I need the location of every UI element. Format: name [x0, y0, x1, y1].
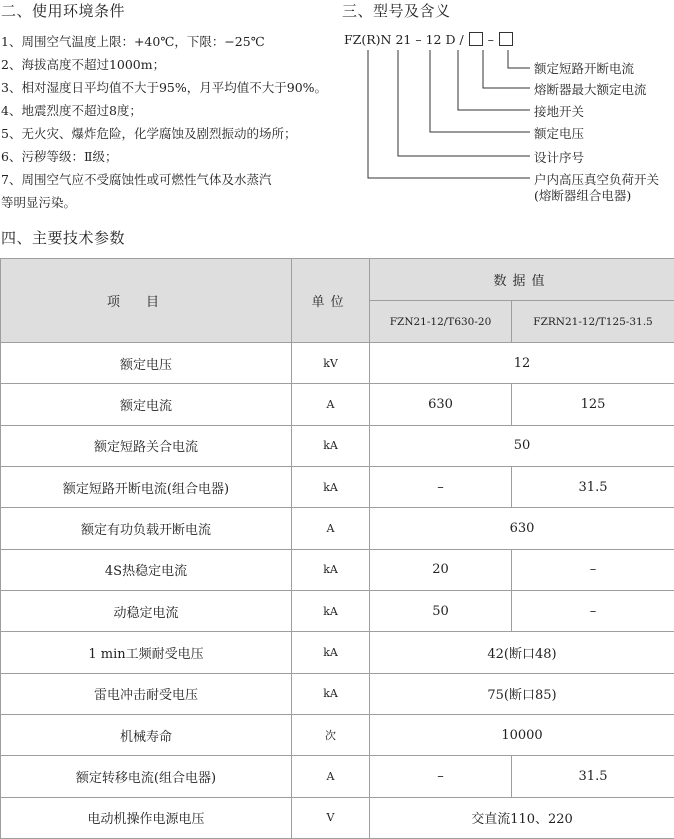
row-value: 630 [370, 508, 674, 549]
row-item: 额定电流 [1, 384, 292, 425]
model-code-dash: – [487, 32, 494, 47]
spec-table [0, 258, 674, 839]
row-unit: A [292, 508, 370, 549]
table-row [1, 549, 674, 590]
row-value-b: 31.5 [512, 756, 674, 797]
env-condition: 4、地震烈度不超过8度； [1, 103, 142, 118]
table-row [1, 343, 674, 384]
env-condition: 等明显污染。 [1, 195, 77, 210]
row-value: 12 [370, 343, 674, 384]
header-model-b: FZRN21-12/T125-31.5 [512, 301, 674, 343]
row-unit: kA [292, 466, 370, 507]
row-item: 4S热稳定电流 [1, 549, 292, 590]
model-code-voltage: 12 [425, 32, 442, 47]
header-model-a: FZN21-12/T630-20 [370, 301, 512, 343]
row-item: 额定转移电流(组合电器) [1, 756, 292, 797]
table-row [1, 714, 674, 755]
env-condition: 2、海拔高度不超过1000m； [1, 57, 166, 72]
env-condition: 1、周围空气温度上限：+40℃，下限：−25℃ [1, 34, 265, 49]
row-item: 额定短路开断电流(组合电器) [1, 466, 292, 507]
legend-combination: (熔断器组合电器) [534, 188, 632, 203]
row-item: 额定有功负载开断电流 [1, 508, 292, 549]
table-row [1, 508, 674, 549]
table-header-row [1, 259, 674, 301]
legend-design-number: 设计序号 [534, 150, 585, 165]
spec-section-title: 四、主要技术参数 [1, 229, 126, 247]
row-value-a: 20 [370, 549, 512, 590]
model-code-series: 21 [395, 32, 412, 47]
row-value-b: – [512, 590, 674, 631]
row-unit: A [292, 384, 370, 425]
env-section-title: 二、使用环境条件 [1, 2, 126, 20]
table-row [1, 797, 674, 838]
row-item: 额定短路关合电流 [1, 425, 292, 466]
env-condition: 7、周围空气应不受腐蚀性或可燃性气体及水蒸汽 [1, 172, 272, 187]
model-code-prefix: FZ(R)N [344, 32, 392, 47]
legend-breaking-current: 额定短路开断电流 [534, 61, 635, 76]
legend-fuse-current: 熔断器最大额定电流 [534, 82, 647, 97]
row-value-a: 630 [370, 384, 512, 425]
row-value: 75(断口85) [370, 673, 674, 714]
row-item: 额定电压 [1, 343, 292, 384]
row-value: 10000 [370, 714, 674, 755]
row-value: 50 [370, 425, 674, 466]
env-conditions-list [1, 30, 346, 214]
table-row [1, 466, 674, 507]
row-value: 交直流110、220 [370, 797, 674, 838]
legend-rated-voltage: 额定电压 [534, 126, 585, 141]
row-item: 雷电冲击耐受电压 [1, 673, 292, 714]
row-unit: kA [292, 590, 370, 631]
table-row [1, 632, 674, 673]
row-value: 42(断口48) [370, 632, 674, 673]
row-item: 动稳定电流 [1, 590, 292, 631]
row-value-a: – [370, 756, 512, 797]
header-unit: 单位 [292, 259, 370, 343]
row-unit: A [292, 756, 370, 797]
env-condition: 6、污秽等级：Ⅱ级； [1, 149, 118, 164]
row-unit: kA [292, 673, 370, 714]
row-value-a: 50 [370, 590, 512, 631]
row-value-a: – [370, 466, 512, 507]
table-row [1, 425, 674, 466]
legend-switch-type: 户内高压真空负荷开关 [534, 172, 660, 187]
table-row [1, 384, 674, 425]
model-code-dash: – [415, 32, 422, 47]
row-item: 1 min工频耐受电压 [1, 632, 292, 673]
env-condition: 5、无火灾、爆炸危险，化学腐蚀及剧烈振动的场所； [1, 126, 297, 141]
row-item: 机械寿命 [1, 714, 292, 755]
row-value-b: 125 [512, 384, 674, 425]
legend-earthing-switch: 接地开关 [534, 104, 585, 119]
header-data: 数据值 [370, 259, 674, 301]
env-condition: 3、相对湿度日平均值不大于95%，月平均值不大于90%。 [1, 80, 328, 95]
row-unit: kA [292, 425, 370, 466]
row-item: 电动机操作电源电压 [1, 797, 292, 838]
model-section-title: 三、型号及含义 [342, 2, 451, 20]
table-row [1, 673, 674, 714]
row-value-b: 31.5 [512, 466, 674, 507]
table-row [1, 756, 674, 797]
row-unit: kV [292, 343, 370, 384]
row-unit: kA [292, 549, 370, 590]
model-code-earth: D [445, 32, 456, 47]
table-row [1, 590, 674, 631]
header-item: 项目 [1, 259, 292, 343]
row-unit: kA [292, 632, 370, 673]
row-value-b: – [512, 549, 674, 590]
row-unit: V [292, 797, 370, 838]
row-unit: 次 [292, 714, 370, 755]
model-code-slash: / [459, 32, 464, 47]
